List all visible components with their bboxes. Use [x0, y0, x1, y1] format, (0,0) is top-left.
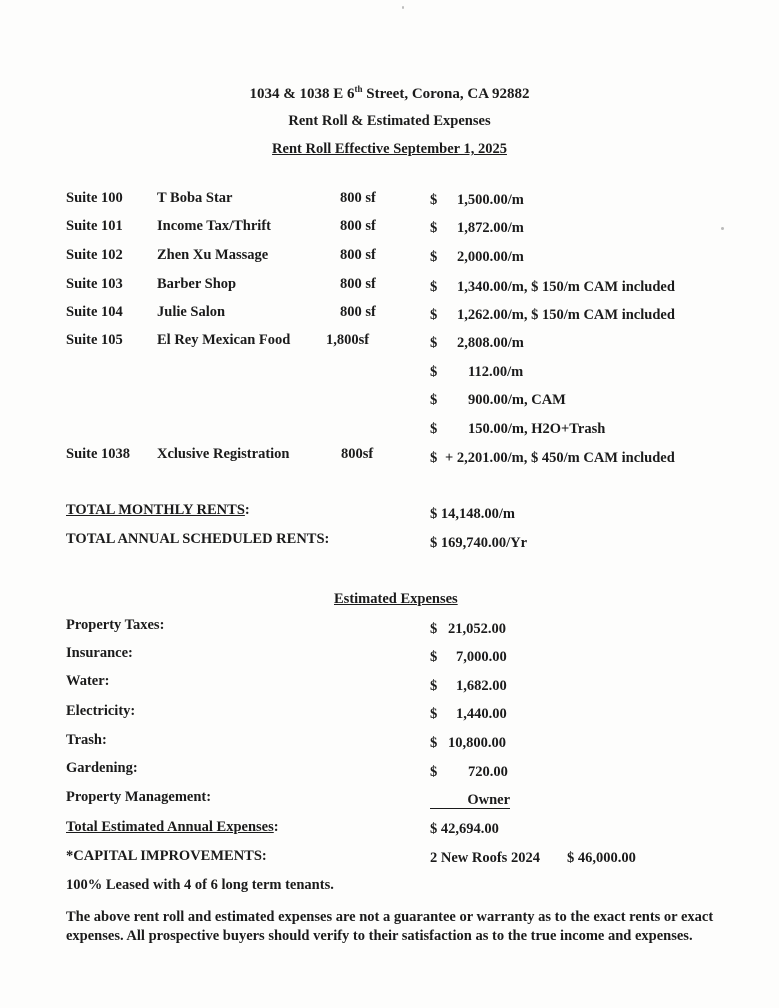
rent-amount: 150.00/m, H2O+Trash: [468, 421, 606, 437]
expense-value: 10,800.00: [448, 735, 506, 751]
estimated-expenses-heading: Estimated Expenses: [334, 591, 458, 607]
rent-amount: 2,808.00/m: [457, 335, 524, 351]
rent-amount: 1,262.00/m, $ 150/m CAM included: [457, 307, 675, 323]
unit-size: 800sf: [341, 446, 374, 462]
rent-roll-effective-heading: Rent Roll Effective September 1, 2025: [272, 141, 507, 157]
scan-speck: [402, 6, 404, 9]
expense-label: Property Taxes:: [66, 617, 165, 633]
suite-label: Suite 102: [66, 247, 123, 263]
suite-label: Suite 1038: [66, 446, 131, 462]
address-title: 1034 & 1038 E 6th Street, Corona, CA 92882: [249, 84, 530, 102]
expense-value: 720.00: [468, 764, 508, 780]
rent-amount: 1,500.00/m: [457, 192, 524, 208]
disclaimer-line-2: expenses. All prospective buyers should verify to their satisfaction as to the true income and expenses.: [66, 928, 693, 944]
total-expenses-value: $ 42,694.00: [430, 821, 499, 837]
scan-speck: [721, 227, 724, 230]
suite-label: Suite 105: [66, 332, 123, 348]
currency-sign: $: [430, 192, 438, 208]
currency-sign: $: [430, 764, 438, 780]
total-monthly-rents-label: TOTAL MONTHLY RENTS:: [66, 502, 250, 518]
currency-sign: $: [430, 706, 438, 722]
currency-sign: $: [430, 392, 438, 408]
currency-sign: $: [430, 220, 438, 236]
currency-sign: $: [430, 421, 438, 437]
rent-amount: 2,000.00/m: [457, 249, 524, 265]
tenant-name: Julie Salon: [157, 304, 226, 320]
capital-improvements-label: *CAPITAL IMPROVEMENTS:: [66, 848, 267, 864]
rent-amount: 1,872.00/m: [457, 220, 524, 236]
currency-sign: $: [430, 450, 438, 466]
currency-sign: $: [430, 649, 438, 665]
currency-sign: $: [430, 307, 438, 323]
expense-label: Gardening:: [66, 760, 138, 776]
total-annual-rents-label: TOTAL ANNUAL SCHEDULED RENTS:: [66, 531, 330, 547]
unit-size: 800 sf: [340, 304, 376, 320]
tenant-name: Income Tax/Thrift: [157, 218, 271, 234]
disclaimer-line-1: The above rent roll and estimated expenses are not a guarantee or warranty as to the exact rents or exact: [66, 909, 714, 925]
currency-sign: $: [430, 735, 438, 751]
suite-label: Suite 101: [66, 218, 123, 234]
capital-improvements-value: $ 46,000.00: [567, 850, 636, 866]
expense-label: Property Management:: [66, 789, 212, 805]
tenant-name: T Boba Star: [157, 190, 233, 206]
tenant-name: El Rey Mexican Food: [157, 332, 291, 348]
capital-improvements-desc: 2 New Roofs 2024: [430, 850, 540, 866]
currency-sign: $: [430, 279, 438, 295]
expense-value: 1,440.00: [456, 706, 507, 722]
total-monthly-rents-value: $ 14,148.00/m: [430, 506, 515, 522]
currency-sign: $: [430, 364, 438, 380]
suite-label: Suite 103: [66, 276, 123, 292]
unit-size: 800 sf: [340, 247, 376, 263]
total-annual-rents-value: $ 169,740.00/Yr: [430, 535, 528, 551]
currency-sign: $: [430, 678, 438, 694]
management-value: Owner: [430, 793, 510, 809]
currency-sign: $: [430, 621, 438, 637]
rent-amount: + 2,201.00/m, $ 450/m CAM included: [445, 450, 675, 466]
tenant-name: Barber Shop: [157, 276, 237, 292]
expense-value: 21,052.00: [448, 621, 506, 637]
expense-value: 7,000.00: [456, 649, 507, 665]
unit-size: 800 sf: [340, 218, 376, 234]
leased-note: 100% Leased with 4 of 6 long term tenants.: [66, 877, 334, 893]
unit-size: 1,800sf: [326, 332, 370, 348]
unit-size: 800 sf: [340, 190, 376, 206]
document-subtitle: Rent Roll & Estimated Expenses: [288, 113, 491, 129]
rent-amount: 900.00/m, CAM: [468, 392, 566, 408]
expense-label: Insurance:: [66, 645, 133, 661]
rent-amount: 112.00/m: [468, 364, 524, 380]
currency-sign: $: [430, 249, 438, 265]
expense-label: Electricity:: [66, 703, 136, 719]
expense-label: Water:: [66, 673, 110, 689]
rent-amount: 1,340.00/m, $ 150/m CAM included: [457, 279, 675, 295]
suite-label: Suite 104: [66, 304, 123, 320]
unit-size: 800 sf: [340, 276, 376, 292]
expense-value: 1,682.00: [456, 678, 507, 694]
tenant-name: Zhen Xu Massage: [157, 247, 269, 263]
expense-label: Trash:: [66, 732, 107, 748]
total-expenses-label: Total Estimated Annual Expenses:: [66, 819, 279, 835]
currency-sign: $: [430, 335, 438, 351]
tenant-name: Xclusive Registration: [157, 446, 290, 462]
suite-label: Suite 100: [66, 190, 123, 206]
